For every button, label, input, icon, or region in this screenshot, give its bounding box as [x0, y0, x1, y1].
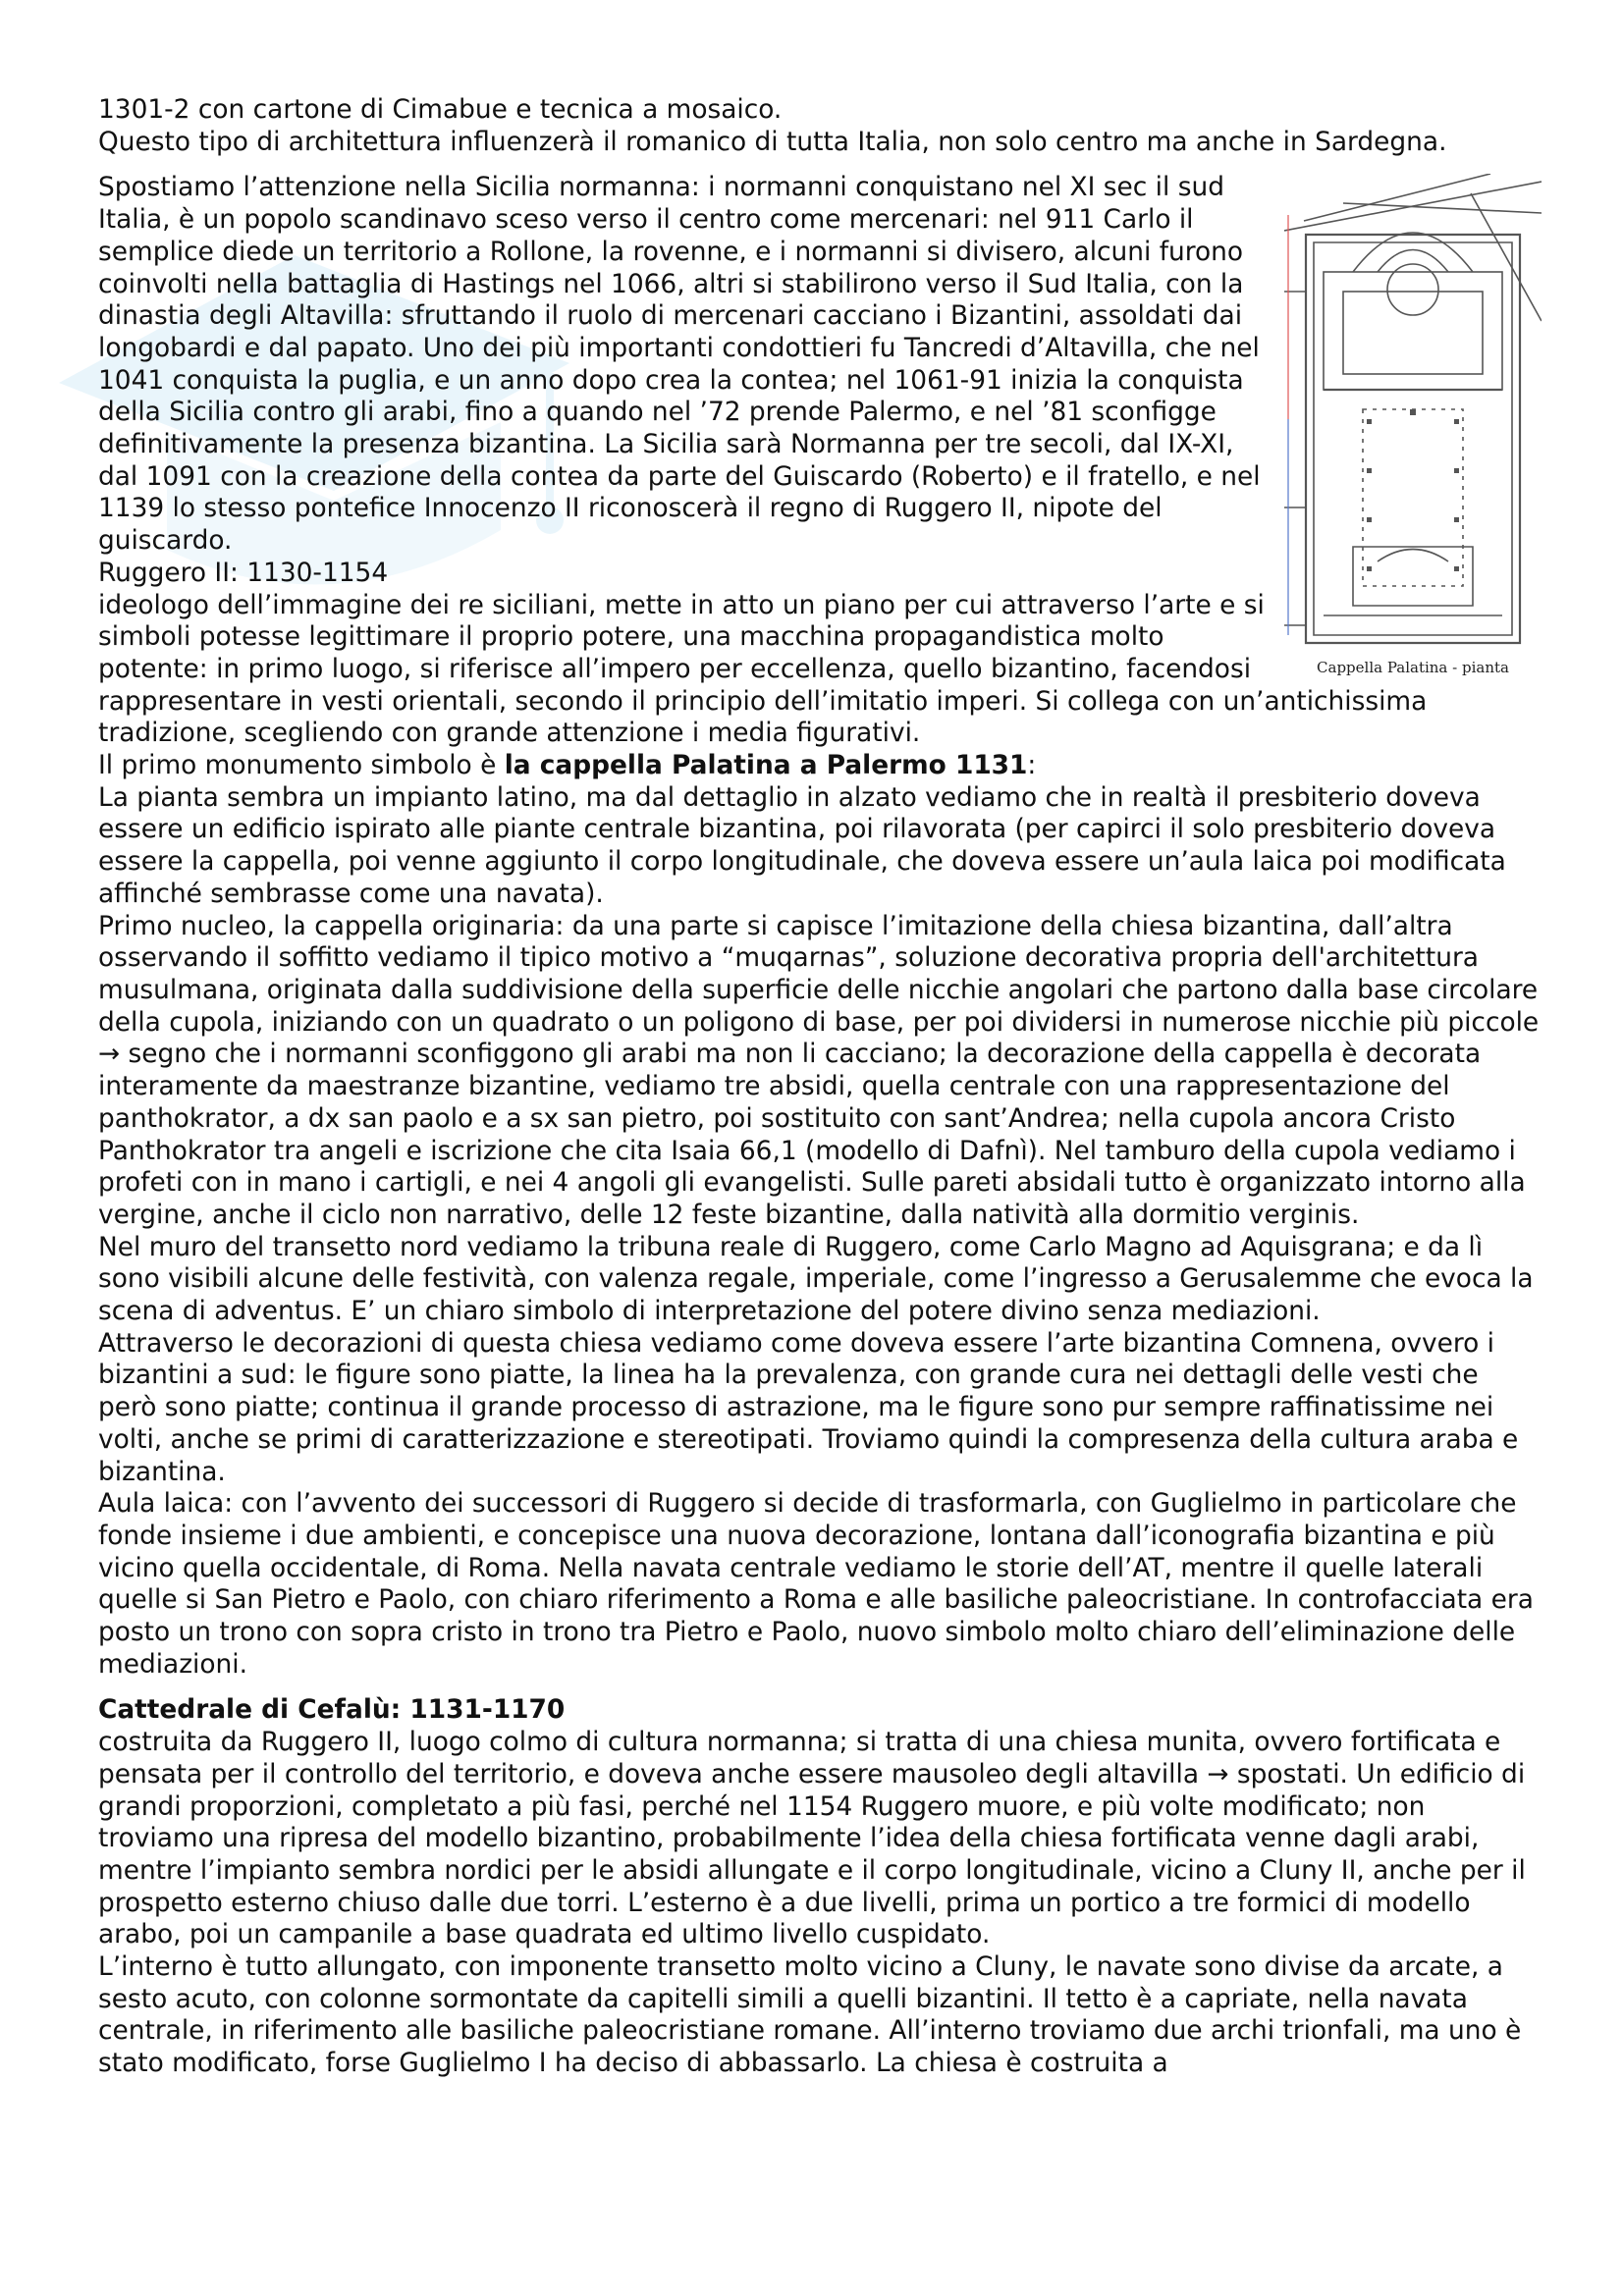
nucleo-text-b: segno che i normanni sconfiggono gli arabi ma non li cacciano; la decorazione della cappella è decorata interamente da maestranze bizantine, vediamo tre absidi, quella centrale con una rappresentazione del panthokrator, a dx san paolo e a sx san pietro, poi sostituito con sant’Andrea; nella cupola ancora Cristo Panthokrator tra angeli e iscrizione che cita Isaia 66,1 (modello di Dafnì). Nel tamburo della cupola vediamo i profeti con in mano i cartigli, e nei 4 angoli gli evangelisti. Sulle pareti absidali tutto è organizzato intorno alla vergine, anche il ciclo non narrativo, delle 12 feste bizantine, dalla natività alla dormitio verginis. [98, 1039, 1526, 1230]
paragraph-sicilia-normanna: Spostiamo l’attenzione nella Sicilia normanna: i normanni conquistano nel XI sec il sud Italia, è un popolo scandinavo sceso verso il centro come mercenari: nel 911 Carlo il semplice diede un territorio a Rollone, la rovenne, e i normanni si divisero, alcuni furono coinvolti nella battaglia di Hastings nel 1066, altri si stabilirono verso il Sud Italia, con la dinastia degli Altavilla: sfruttando il ruolo di mercenari cacciano i Bizantini, assoldati dai longobardi e dal papato. Uno dei più importanti condottieri fu Tancredi d’Altavilla, che nel 1041 conquista la puglia, e un anno dopo crea la contea; nel 1061-91 inizia la conquista della Sicilia contro gli arabi, fino a quando nel ’72 prende Palermo, e nel ’81 sconfigge definitivamente la presenza bizantina. La Sicilia sarà Normanna per tre secoli, dal IX-XI, dal 1091 con la creazione della contea da parte del Guiscardo (Roberto) e il fratello, e nel 1139 lo stesso pontefice Innocenzo II riconoscerà il regno di Ruggero II, nipote del guiscardo. [98, 172, 1261, 557]
cappella-palatina-plan-figure [1284, 174, 1542, 684]
cefalu-text-a: costruita da Ruggero II, luogo colmo di cultura normanna; si tratta di una chiesa munita, ovvero fortificata e pensata per il controllo del territorio, e doveva anche essere mausoleo degli altavilla [98, 1727, 1501, 1789]
arrow-right-icon: → [1207, 1758, 1229, 1789]
paragraph-primo-nucleo [98, 911, 1542, 1232]
heading-cefalu [98, 1694, 1542, 1727]
paragraph-palatina-intro [98, 750, 1542, 782]
figure-caption: Cappella Palatina - pianta [1317, 659, 1509, 677]
document-page [98, 94, 1542, 2080]
paragraph-intro-line-1: 1301-2 con cartone di Cimabue e tecnica a mosaico. [98, 94, 783, 125]
arrow-right-icon: → [98, 1039, 121, 1070]
nucleo-text-a: Primo nucleo, la cappella originaria: da una parte si capisce l’imitazione della chiesa bizantina, dall’altra osservando il soffitto vediamo il tipico motivo a “muqarnas”, soluzione decorativa propria dell'architettura musulmana, originata dalla suddivisione della superficie delle nicchie angolari che partono dalla base circolare della cupola, iniziando con un quadrato o un poligono di base, per poi dividersi in numerose nicchie più piccole [98, 910, 1540, 1038]
paragraph-ruggero: ideologo dell’immagine dei re siciliani, mette in atto un piano per cui attraverso l’arte e si simboli potesse legittimare il proprio potere, una macchina propagandistica molto potente: in primo luogo, si riferisce all’impero per eccellenza, quello bizantino, facendosi rappresentare in vesti orientali, secondo il principio dell’imitatio imperi. Si collega con un’antichissima tradizione, scegliendo con grande attenzione i media figurativi. [98, 589, 1428, 749]
palatina-bold-title: la cappella Palatina a Palermo 1131 [504, 750, 1028, 781]
paragraph-cefalu [98, 1727, 1542, 1951]
paragraph-interno: L’interno è tutto allungato, con imponente transetto molto vicino a Cluny, le navate sono divise da arcate, a sesto acuto, con colonne sormontate da capitelli simili a quelli bizantini. Il tetto è a capriate, nella navata centrale, in riferimento alle basiliche paleocristiane romane. All’interno troviamo due archi trionfali, ma uno è stato modificato, forse Guglielmo I ha deciso di abbassarlo. La chiesa è costruita a [98, 1951, 1522, 2079]
paragraph-comnena: Attraverso le decorazioni di questa chiesa vediamo come doveva essere l’arte bizantina Comnena, ovvero i bizantini a sud: le figure sono piatte, la linea ha la prevalenza, con grande cura nei dettagli delle vesti che però sono piatte; continua il grande processo di astrazione, ma le figure sono pur sempre raffinatissime nei volti, anche se primi di caratterizzazione e stereotipati. Troviamo quindi la compresenza della cultura araba e bizantina. [98, 1327, 1519, 1487]
palatina-intro-text: Il primo monumento simbolo è [98, 750, 505, 781]
paragraph-pianta: La pianta sembra un impianto latino, ma dal dettaglio in alzato vediamo che in realtà il presbiterio doveva essere un edificio ispirato alle piante centrale bizantina, poi rilavorata (per capirci il solo presbiterio doveva essere la cappella, poi venne aggiunto il corpo longitudinale, che doveva essere un’aula laica poi modificata affinché sembrasse come una navata). [98, 781, 1506, 909]
palatina-colon: : [1027, 750, 1037, 781]
paragraph-transetto: Nel muro del transetto nord vediamo la tribuna reale di Ruggero, come Carlo Magno ad Aquisgrana; e da lì sono visibili alcune delle festività, con valenza regale, imperiale, come l’ingresso a Gerusalemme che evoca la scena di adventus. E’ un chiaro simbolo di interpretazione del potere divino senza mediazioni. [98, 1231, 1534, 1327]
heading-ruggero-ii: Ruggero II: 1130-1154 [98, 557, 389, 588]
cefalu-bold-title: Cattedrale di Cefalù: 1131-1170 [98, 1694, 566, 1726]
cefalu-text-b: spostati. Un edificio di grandi proporzioni, completato a più fasi, perché nel 1154 Ruggero muore, e più volte modificato; non troviamo una ripresa del modello bizantino, probabilmente l’idea della chiesa fortificata venne dagli arabi, mentre l’impianto sembra nordici per le absidi allungate e il corpo longitudinale, vicino a Cluny II, anche per il prospetto esterno chiuso dalle due torri. L’esterno è a due livelli, prima un portico a tre formici di modello arabo, poi un campanile a base quadrata ed ultimo livello cuspidato. [98, 1758, 1526, 1950]
paragraph-intro-line-2: Questo tipo di architettura influenzerà il romanico di tutta Italia, non solo centro ma anche in Sardegna. [98, 126, 1447, 157]
paragraph-aula-laica: Aula laica: con l’avvento dei successori di Ruggero si decide di trasformarla, con Guglielmo in particolare che fonde insieme i due ambienti, e concepisce una nuova decorazione, lontana dall’iconografia bizantina e più vicino quella occidentale, di Roma. Nella navata centrale vediamo le storie dell’AT, mentre il quelle laterali quelle si San Pietro e Paolo, con chiaro riferimento a Roma e alle basiliche paleocristiane. In controfacciata era posto un trono con sopra cristo in trono tra Pietro e Paolo, nuovo simbolo molto chiaro dell’eliminazione delle mediazioni. [98, 1488, 1534, 1680]
floor-plan-drawing-icon [1284, 174, 1542, 655]
